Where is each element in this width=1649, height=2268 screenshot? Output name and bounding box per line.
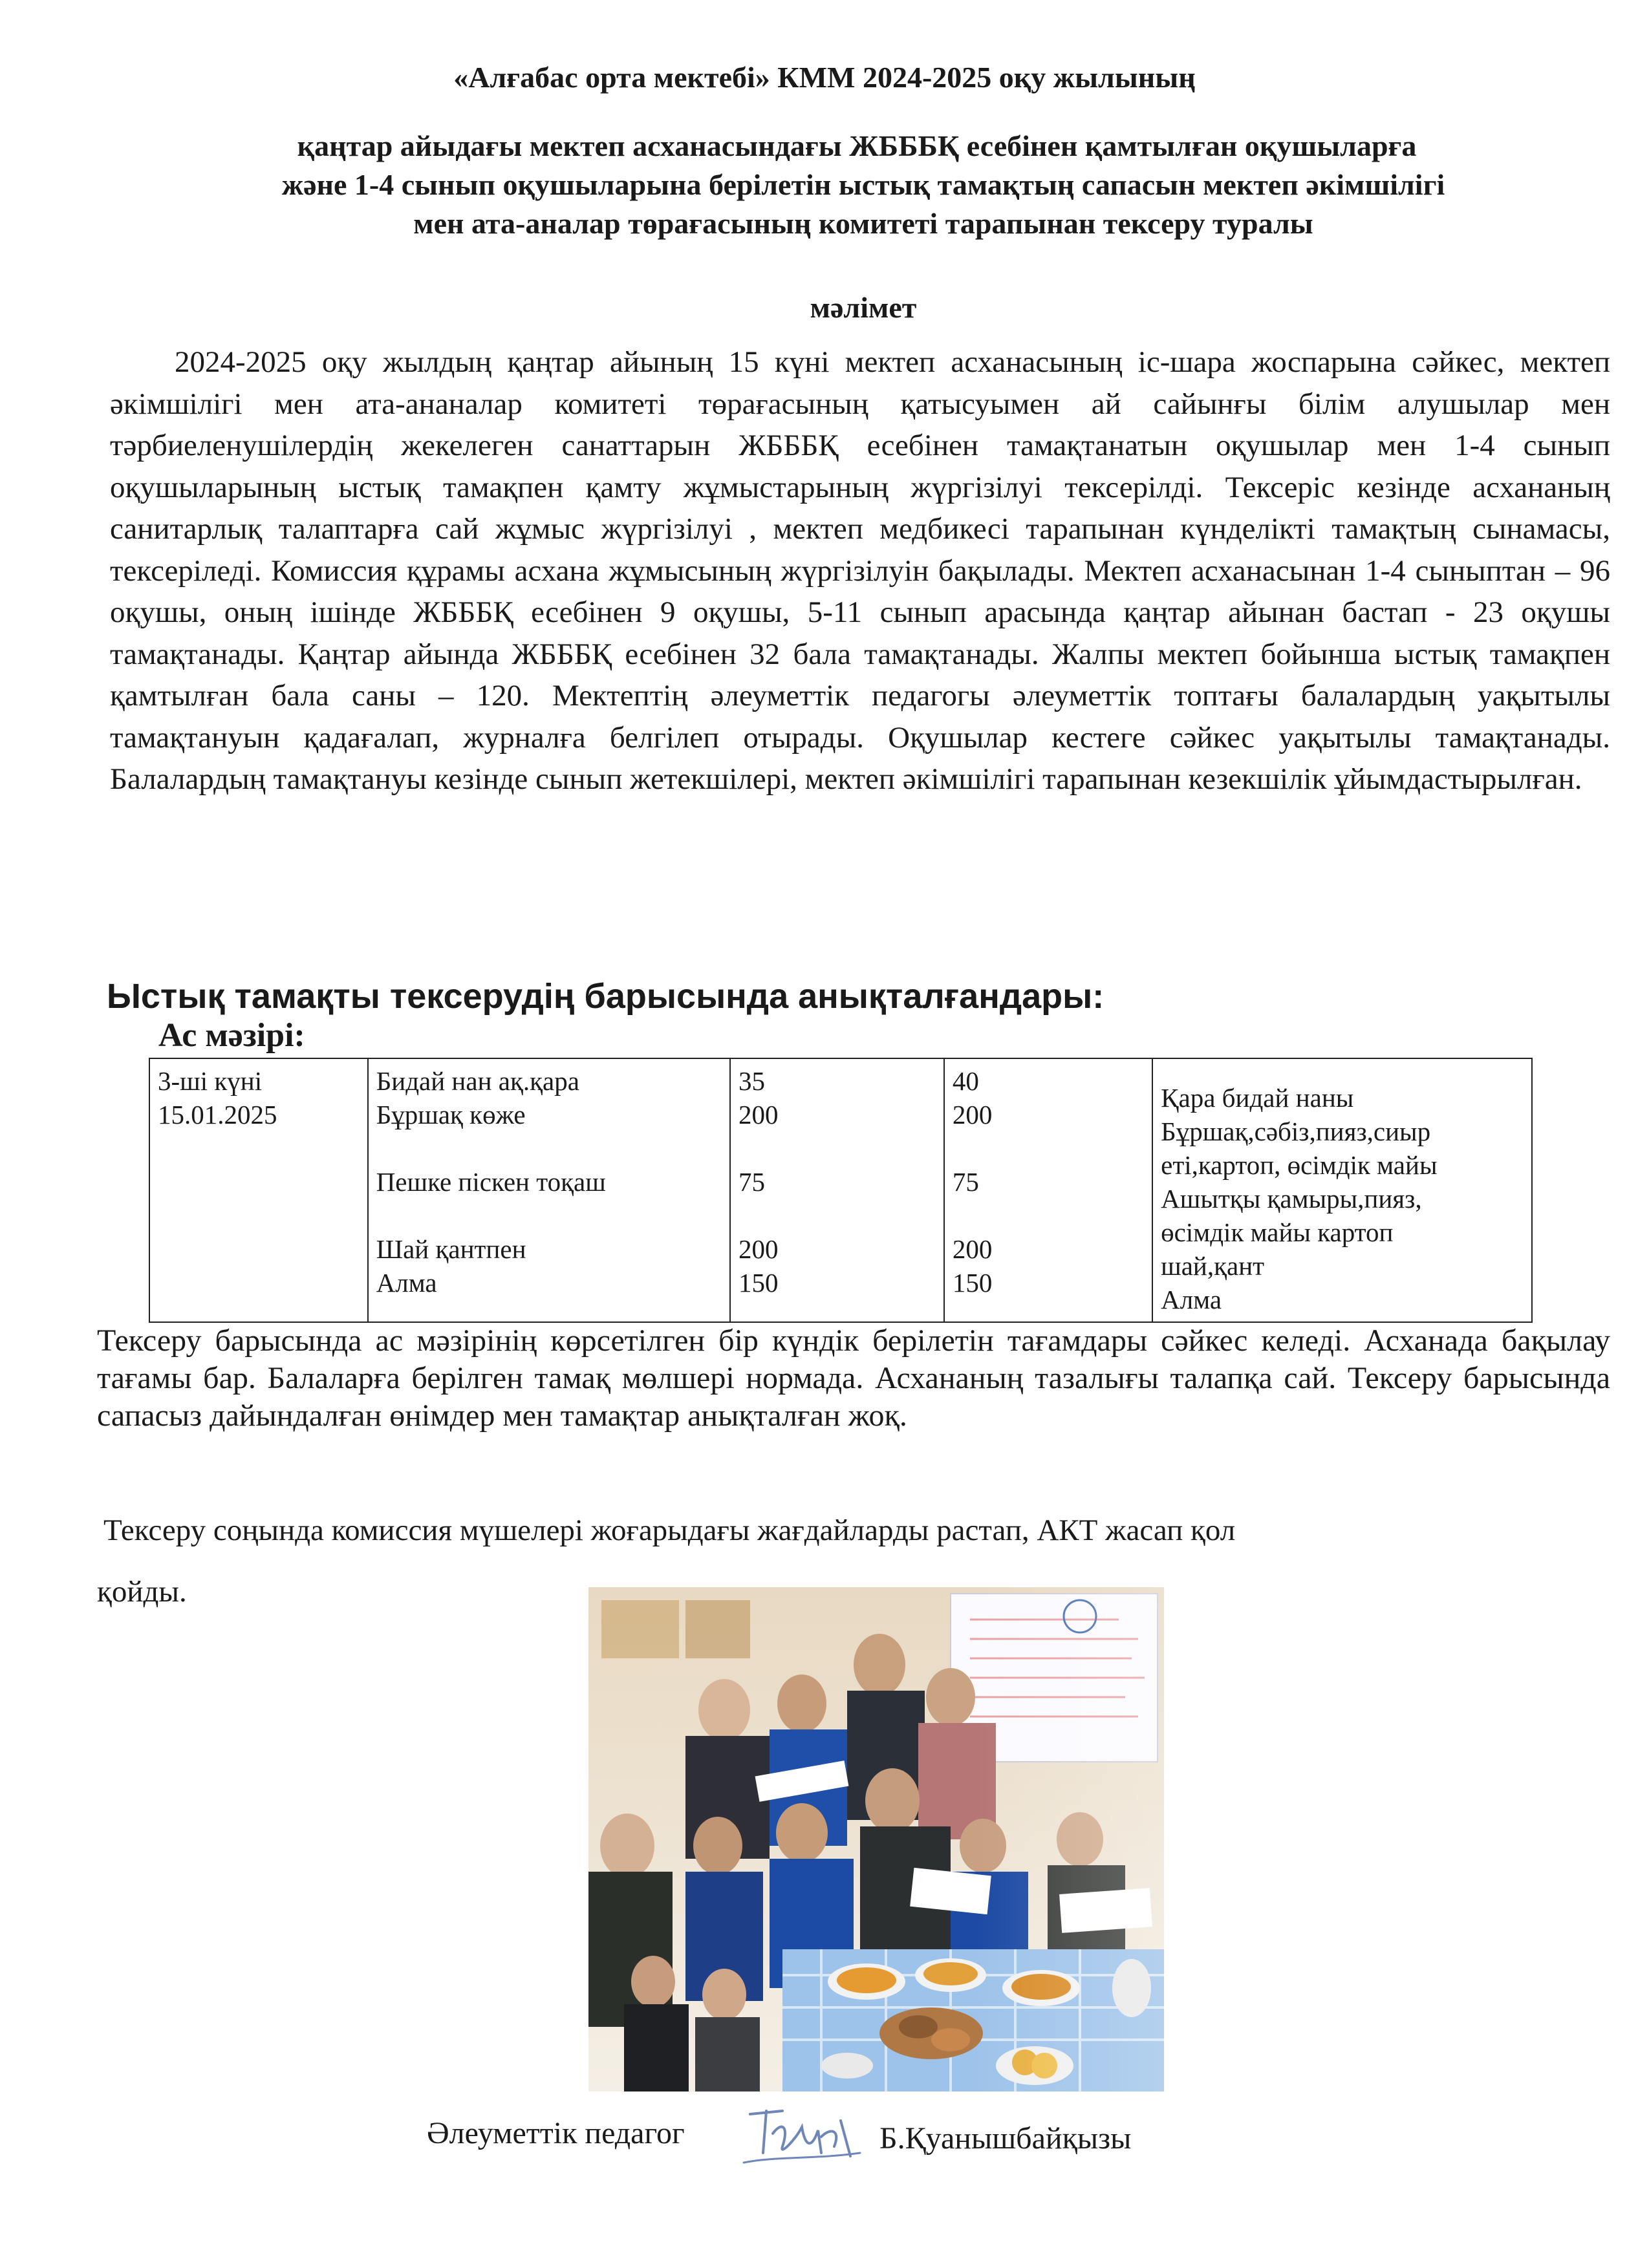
title-line-3: және 1-4 сынып оқушыларына берілетін ыстық тамақтың сапасын мектеп әкімшілігі <box>281 168 1445 201</box>
dish-item: Шай қантпен <box>376 1234 526 1264</box>
menu-day-label: 3-ші күні <box>158 1066 263 1096</box>
qty-a-item: 75 <box>738 1167 765 1197</box>
dish-item: Бидай нан ақ.қара <box>376 1066 579 1096</box>
qty-b-item: 40 <box>952 1066 979 1096</box>
ingredient-line: Қара бидай наны <box>1161 1083 1354 1113</box>
menu-heading: Ас мәзірі: <box>158 1017 305 1054</box>
ingredient-line: еті,картоп, өсімдік майы <box>1161 1150 1438 1180</box>
document-subtitle: мәлімет <box>810 291 917 324</box>
signature-role: Әлеуметтік педагог <box>427 2116 685 2150</box>
qty-b-item: 200 <box>952 1100 993 1129</box>
ingredient-line: Бұршақ,сәбіз,пияз,сиыр <box>1161 1117 1431 1146</box>
qty-b-item: 150 <box>952 1268 993 1298</box>
qty-b-item: 75 <box>952 1167 979 1197</box>
qty-a-item: 200 <box>738 1234 779 1264</box>
dish-item: Алма <box>376 1268 437 1298</box>
table-row <box>149 1058 1532 1322</box>
ingredient-line: шай,қант <box>1161 1251 1265 1281</box>
title-line-2: қаңтар айыдағы мектеп асханасындағы ЖБББҚ есебінен қамтылған оқушыларға <box>297 129 1417 162</box>
title-line-4: мен ата-аналар төрағасының комитеті тарапынан тексеру туралы <box>413 207 1313 240</box>
ingredient-line: Ашытқы қамыры,пияз, <box>1161 1184 1422 1214</box>
menu-day-cell <box>149 1058 368 1322</box>
closing-line-2: қойды. <box>97 1575 187 1609</box>
dish-item: Бұршақ көже <box>376 1100 526 1129</box>
title-line-1: «Алғабас орта мектебі» КММ 2024-2025 оқу жылының <box>453 61 1196 94</box>
intro-paragraph: 2024-2025 оқу жылдың қаңтар айының 15 күні мектеп асханасының іс-шара жоспарына сәйкес, мектеп әкімшілігі мен ата-ананалар комитеті төрағасының қатысуымен ай сайынғы білім алушылар мен тәрбиеленушілердің жекелеген санаттарын ЖБББҚ есебінен тамақтанатын оқушылар мен 1-4 сынып оқушыларының ыстық тамақпен қамту жұмыстарының жүргізілуі тексерілді. Тексеріс кезінде асхананың санитарлық талаптарға сай жұмыс жүргізілуі , мектеп медбикесі тарапынан күнделікті тамақтың сынамасы, тексеріледі. Комиссия құрамы асхана жұмысының жүргізілуін бақылады. Мектеп асханасынан 1-4 сыныптан – 96 оқушы, оның ішінде ЖБББҚ есебінен 9 оқушы, 5-11 сынып арасында қаңтар айынан бастап - 23 оқушы тамақтанады. Қаңтар айында ЖБББҚ есебінен 32 бала тамақтанады. Жалпы мектеп бойынша ыстық тамақпен қамтылған бала саны – 120. Мектептің әлеуметтік педагогы әлеуметтік топтағы балалардың уақытылы тамақтануын қадағалап, журналға белгілеп отырады. Оқушылар кестеге сәйкес уақытылы тамақтанады. Балалардың тамақтануы кезінде сынып жетекшілері, мектеп әкімшілігі тарапынан кезекшілік ұйымдастырылған. <box>110 345 1610 796</box>
signature-block <box>427 2101 1267 2172</box>
dish-item: Пешке піскен тоқаш <box>376 1167 606 1197</box>
qty-b-item: 200 <box>952 1234 993 1264</box>
menu-dishes-cell <box>368 1058 730 1322</box>
closing-line-1: Тексеру соңында комиссия мүшелері жоғарыдағы жағдайларды растап, АКТ жасап қол <box>103 1514 1236 1547</box>
result-paragraph: Тексеру барысында ас мәзірінің көрсетілген бір күндік берілетін тағамдары сәйкес келеді. Асханада бақылау тағамы бар. Балаларға берілген тамақ мөлшері нормада. Асхананың тазалығы талапқа сай. Тексеру барысында сапасыз дайындалған өнімдер мен тамақтар анықталған жоқ. <box>97 1323 1610 1433</box>
menu-table <box>149 1058 1533 1323</box>
menu-ingredients-cell <box>1152 1058 1532 1322</box>
photo-collage-image <box>588 1587 1164 2091</box>
handwritten-signature <box>737 2101 867 2172</box>
qty-a-item: 150 <box>738 1268 779 1298</box>
signature-name: Б.Қуанышбайқызы <box>879 2121 1132 2156</box>
menu-qty-b-cell <box>944 1058 1152 1322</box>
menu-qty-a-cell <box>730 1058 944 1322</box>
menu-date: 15.01.2025 <box>158 1100 277 1129</box>
inspection-photo-collage <box>588 1587 1164 2091</box>
qty-a-item: 200 <box>738 1100 779 1129</box>
ingredient-line: өсімдік майы картоп <box>1161 1217 1394 1247</box>
findings-heading: Ыстық тамақты тексерудің барысында анықталғандары: <box>107 977 1105 1016</box>
ingredient-line: Алма <box>1161 1285 1222 1314</box>
qty-a-item: 35 <box>738 1066 765 1096</box>
